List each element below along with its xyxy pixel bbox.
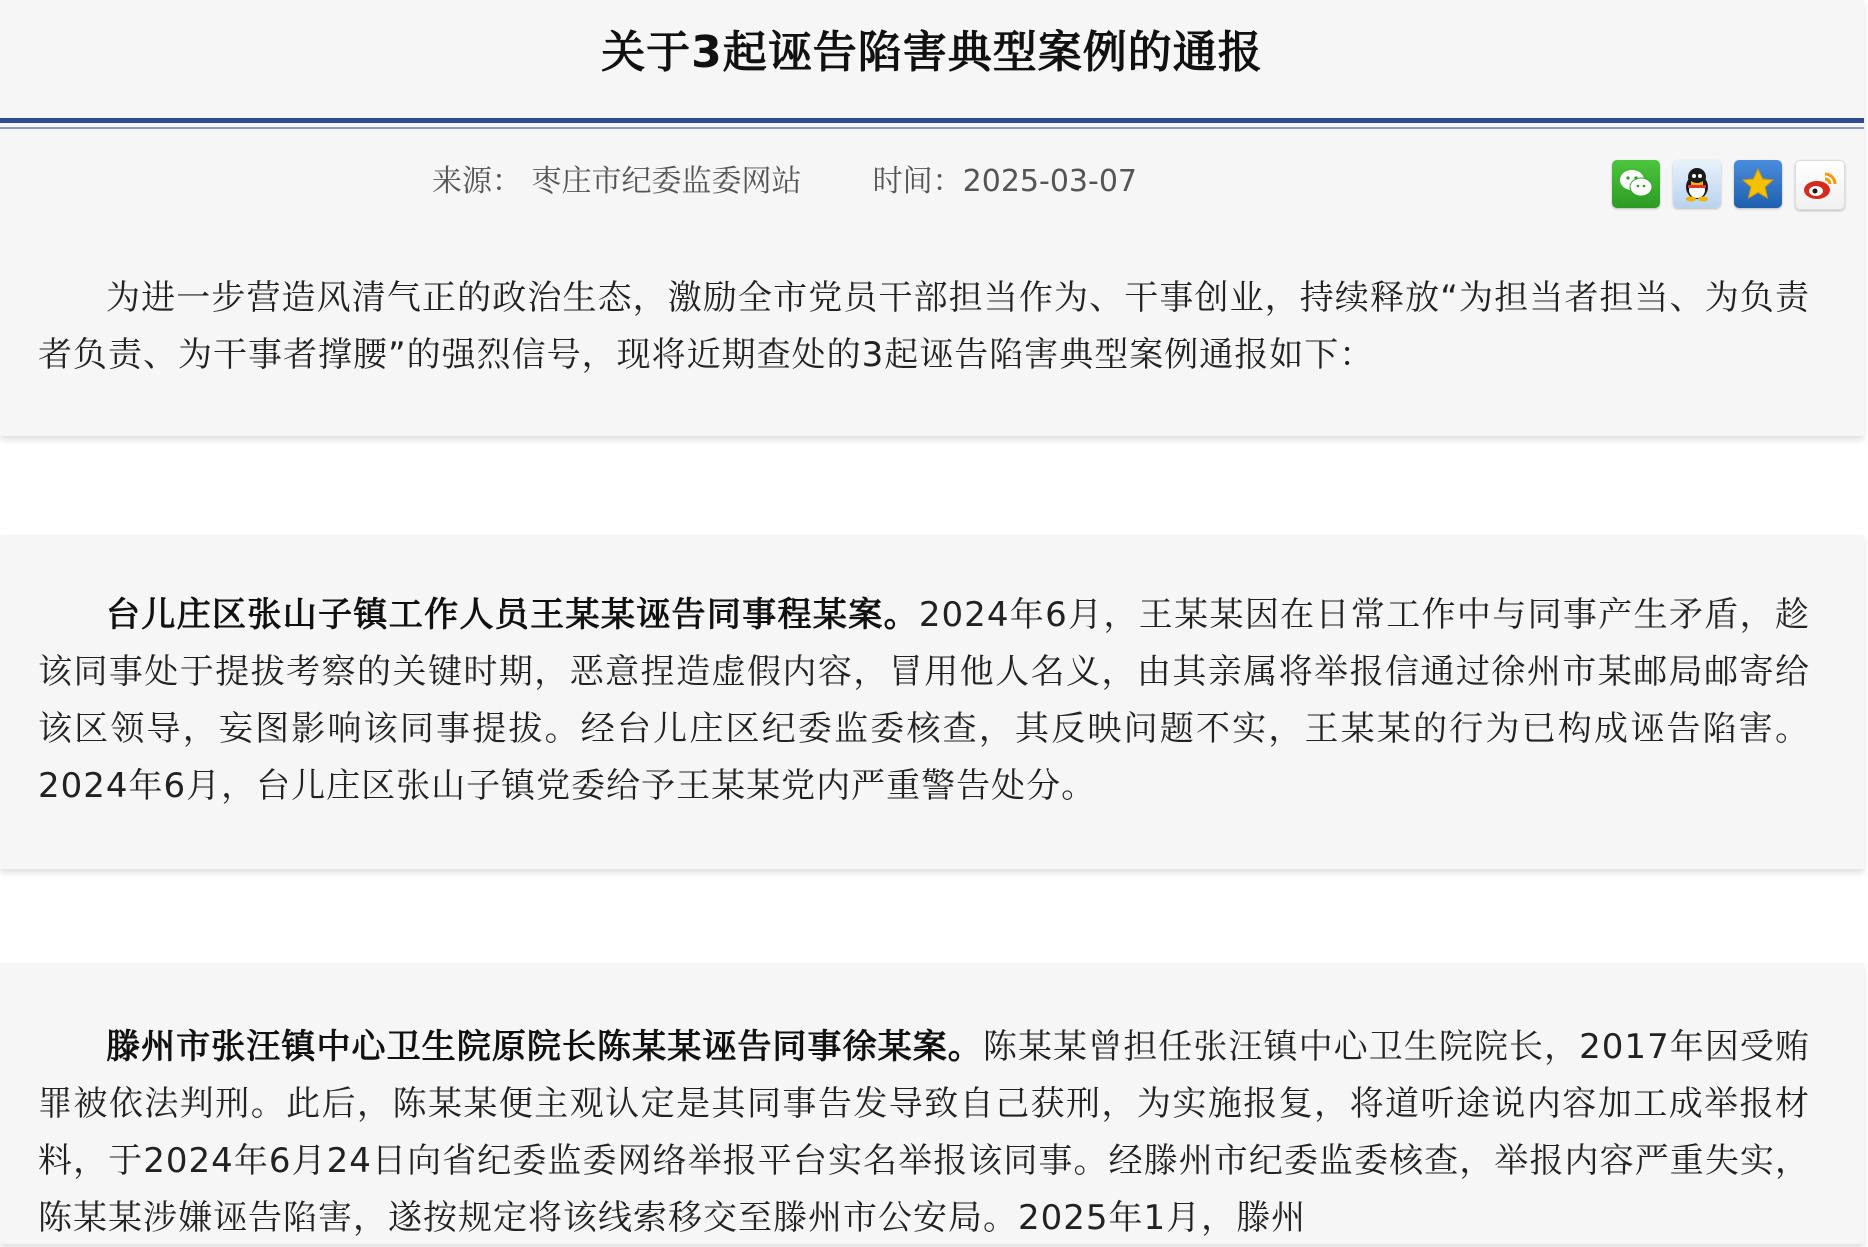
article-header-card	[0, 0, 1864, 436]
star-icon[interactable]	[1734, 160, 1782, 208]
case-body-2: 陈某某曾担任张汪镇中心卫生院院长，2017年因受贿罪被依法判刑。此后，陈某某便主观认定是其同事告发导致自己获刑，为实施报复，将道听途说内容加工成举报材料，于2024年6月24日向省纪委监委网络举报平台实名举报该同事。经滕州市纪委监委核查，举报内容严重失实，陈某某涉嫌诬告陷害，遂按规定将该线索移交至滕州市公安局。2025年1月，滕州	[38, 1027, 1811, 1238]
time-value: 2025-03-07	[962, 164, 1137, 199]
title-divider	[0, 118, 1864, 123]
case-paragraph-2	[38, 1019, 1810, 1247]
weibo-icon[interactable]	[1795, 160, 1845, 210]
wechat-icon[interactable]	[1612, 160, 1660, 208]
time-label: 时间：	[872, 164, 963, 199]
share-toolbar	[1612, 160, 1845, 210]
source-label: 来源：	[432, 164, 522, 199]
case-heading-2: 滕州市张汪镇中心卫生院原院长陈某某诬告同事徐某案。	[106, 1027, 983, 1067]
article-title: 关于3起诬告陷害典型案例的通报	[601, 27, 1263, 78]
intro-paragraph: 为进一步营造风清气正的政治生态，激励全市党员干部担当作为、干事创业，持续释放“为担当者担当、为负责者负责、为干事者撑腰”的强烈信号，现将近期查处的3起诬告陷害典型案例通报如下：	[38, 278, 1810, 375]
qq-icon[interactable]	[1673, 160, 1721, 208]
case-paragraph-1	[38, 587, 1810, 815]
source-value: 枣庄市纪委监委网站	[531, 164, 802, 199]
case-body-1: 2024年6月，王某某因在日常工作中与同事产生矛盾，趁该同事处于提拔考察的关键时期，恶意捏造虚假内容，冒用他人名义，由其亲属将举报信通过徐州市某邮局邮寄给该区领导，妄图影响该同事提拔。经台儿庄区纪委监委核查，其反映问题不实，王某某的行为已构成诬告陷害。2024年6月，台儿庄区张山子镇党委给予王某某党内严重警告处分。	[38, 595, 1810, 806]
article-meta	[432, 156, 1137, 200]
case-heading-1: 台儿庄区张山子镇工作人员王某某诬告同事程某案。	[106, 595, 919, 635]
title-divider-thin	[0, 127, 1864, 129]
